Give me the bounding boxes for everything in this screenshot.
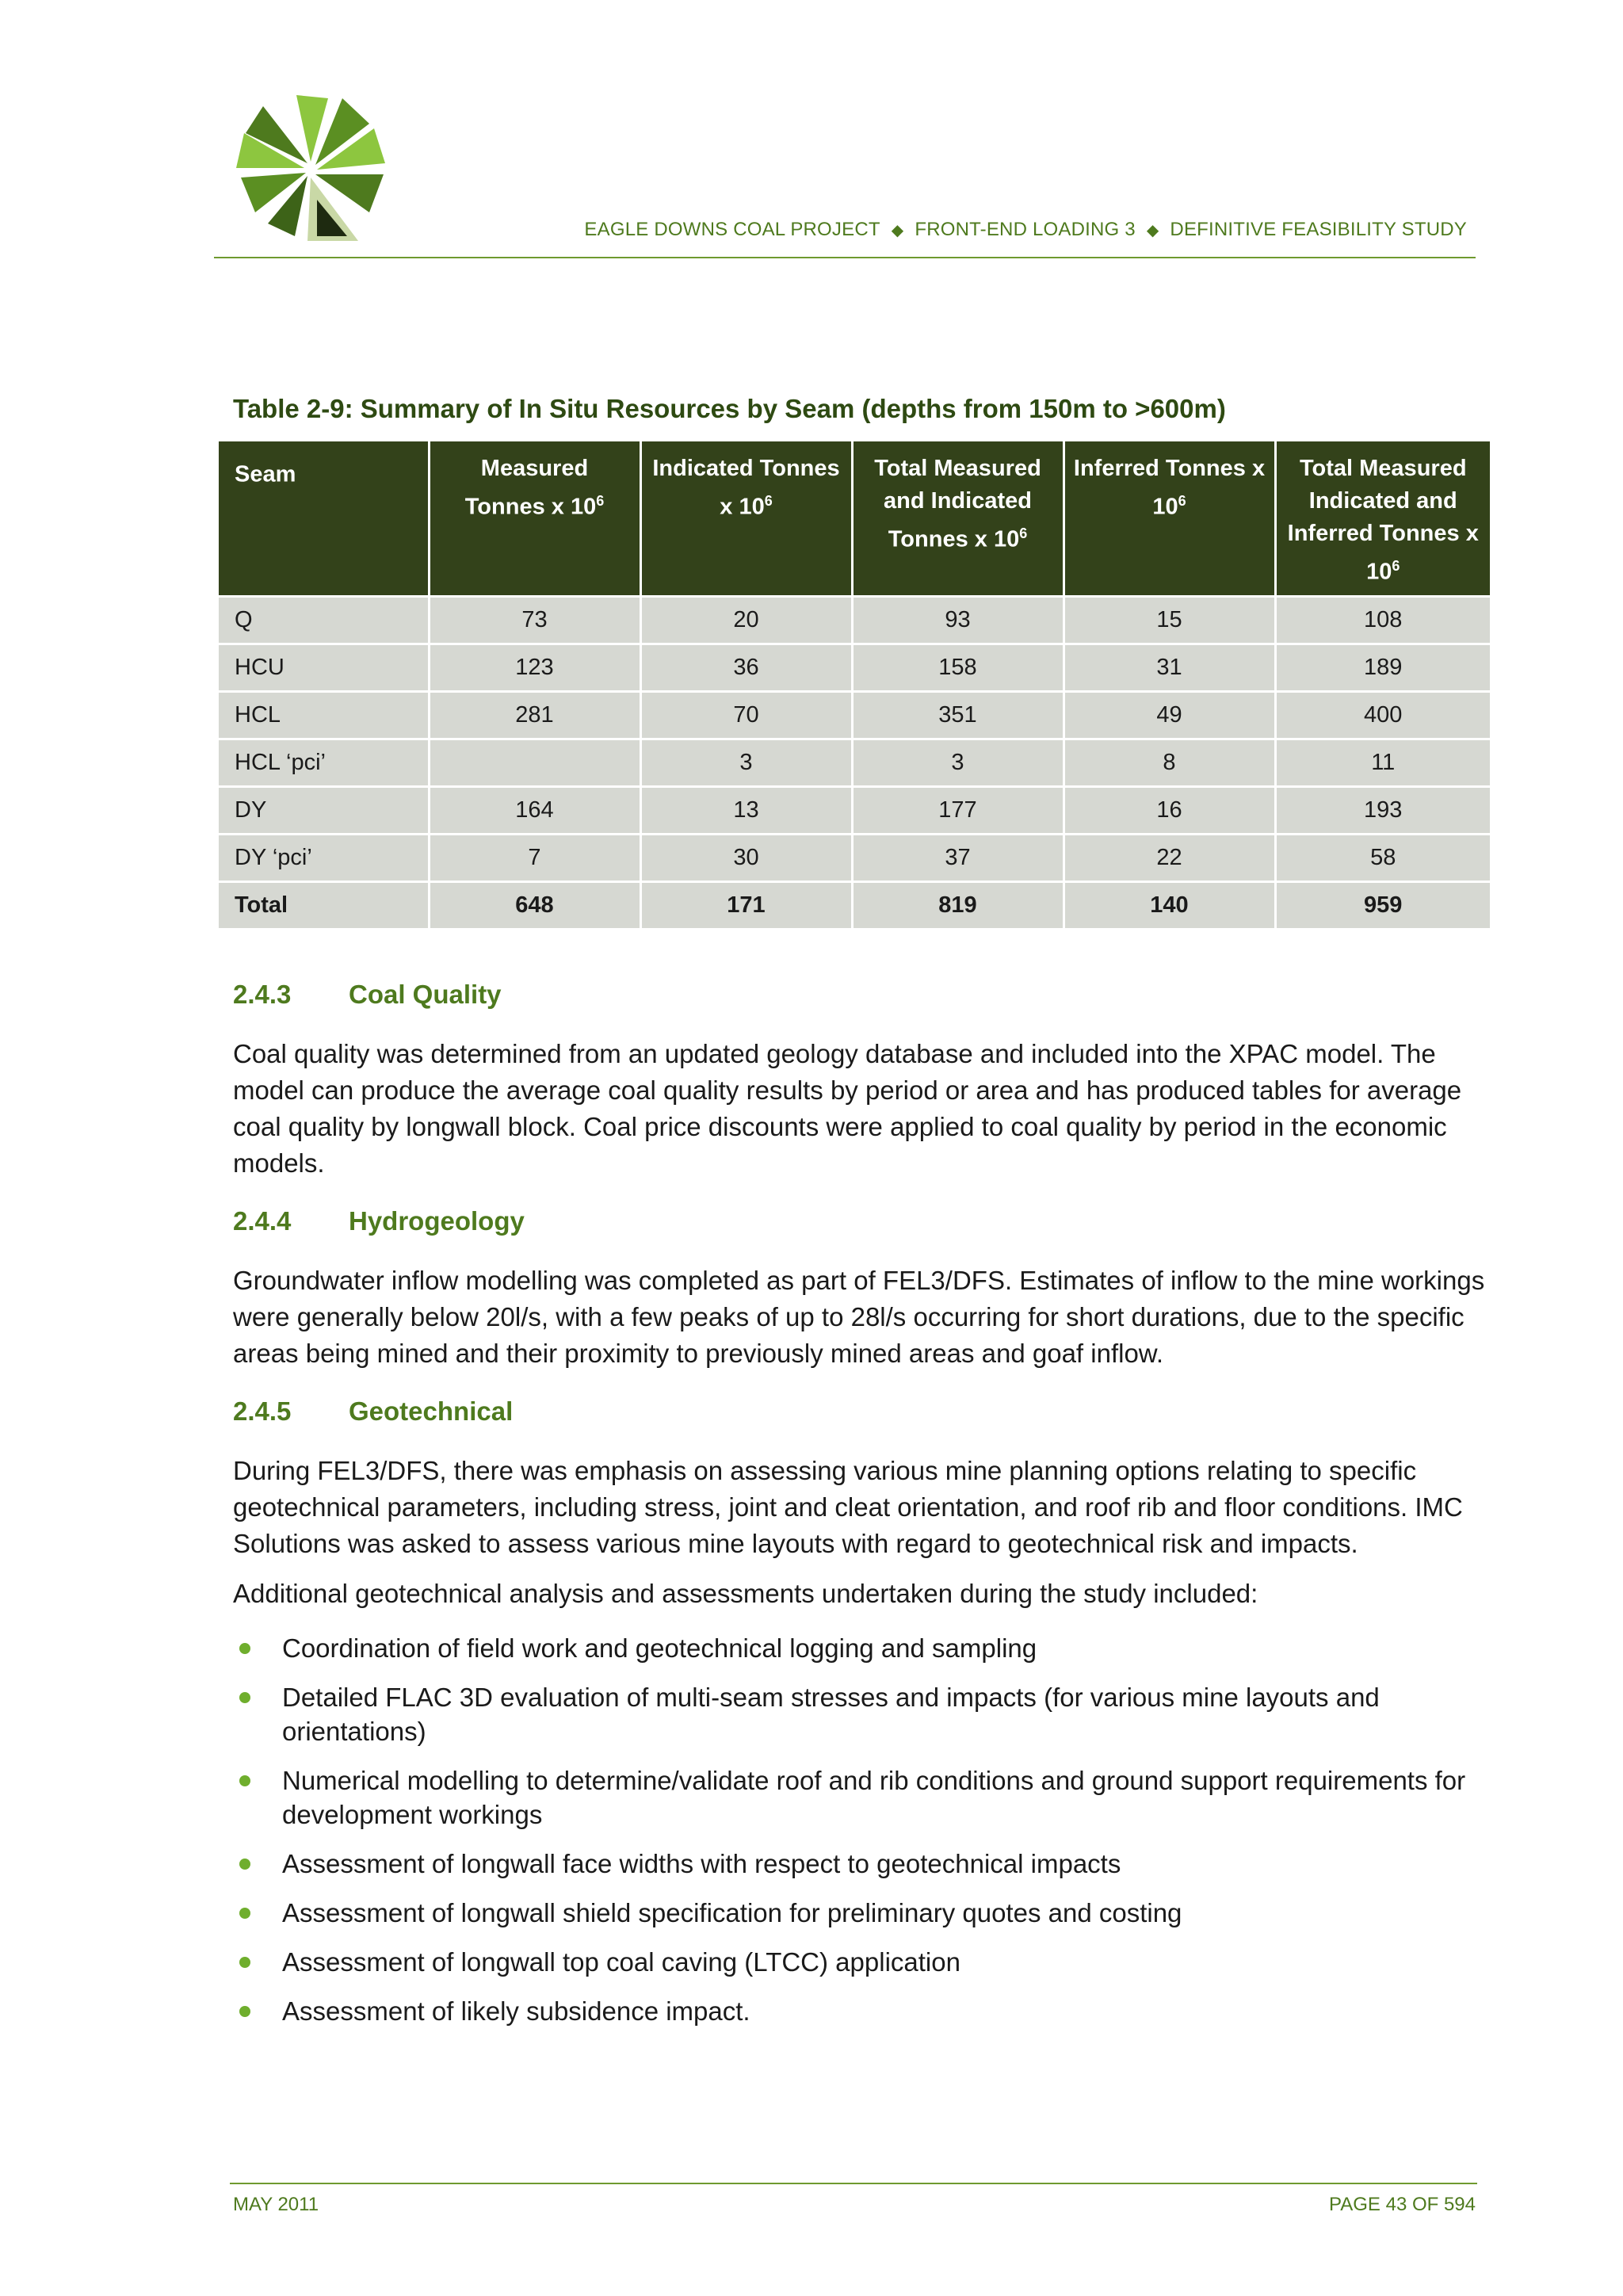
table-cell: 140 [1064,882,1275,929]
table-cell: 22 [1064,835,1275,882]
section-title: Coal Quality [349,980,502,1009]
table-cell: 20 [640,597,852,644]
table-cell: 281 [429,692,640,739]
paragraph: Additional geotechnical analysis and assessments undertaken during the study included: [233,1579,1258,1608]
table-cell: 15 [1064,597,1275,644]
table-cell: Q [219,597,429,644]
bullet-icon [239,1908,250,1919]
section-number: 2.4.3 [233,980,292,1009]
table-cell: 16 [1064,787,1275,835]
bullet-icon [239,1775,250,1786]
diamond-icon: ◆ [891,222,904,239]
section-title: Hydrogeology [349,1206,525,1236]
list-item: Assessment of likely subsidence impact. [233,1994,1485,2028]
paragraph: During FEL3/DFS, there was emphasis on assessing various mine planning options relating to specific geotechnical parameters, including stress, joint and cleat orientation, and roof rib and floor conditions. IMC Solutions was asked to assess various mine layouts with regard to geotechnical risk and impacts. [233,1456,1463,1558]
header-project: EAGLE DOWNS COAL PROJECT [584,219,880,240]
table-cell: 108 [1275,597,1490,644]
bullet-icon [239,2006,250,2017]
section-title: Geotechnical [349,1396,514,1426]
table-cell: 171 [640,882,852,929]
table-cell: 93 [852,597,1064,644]
table-cell: 58 [1275,835,1490,882]
table-cell: 36 [640,644,852,692]
section-number: 2.4.4 [233,1206,292,1236]
table-cell: 73 [429,597,640,644]
table-cell: 959 [1275,882,1490,929]
bullet-icon [239,1643,250,1654]
table-cell: 8 [1064,739,1275,787]
table-row [219,835,1490,882]
table-cell: DY ‘pci’ [219,835,429,882]
paragraph: Groundwater inflow modelling was completed as part of FEL3/DFS. Estimates of inflow to the mine workings were generally below 20l/s, with a few peaks of up to 28l/s occurring for short durations, due to the specific areas being mined and their proximity to previously mined areas and goaf inflow. [233,1266,1485,1368]
table-cell: 400 [1275,692,1490,739]
bullet-icon [239,1692,250,1703]
table-cell: 164 [429,787,640,835]
table-row [219,739,1490,787]
table-cell: Total [219,882,429,929]
list-item: Assessment of longwall shield specification for preliminary quotes and costing [233,1896,1485,1930]
section-heading-hydrogeology [233,1206,525,1236]
table-cell: 3 [640,739,852,787]
bullet-icon [239,1859,250,1870]
list-item: Assessment of longwall top coal caving (LTCC) application [233,1945,1485,1979]
table-cell: 30 [640,835,852,882]
table-row [219,597,1490,644]
table-cell: DY [219,787,429,835]
table-cell: 49 [1064,692,1275,739]
section-heading-coal-quality [233,980,502,1010]
table-cell: 123 [429,644,640,692]
table-cell: 177 [852,787,1064,835]
footer-date: MAY 2011 [233,2194,319,2215]
col-header-seam: Seam [219,441,429,597]
header-study: DEFINITIVE FEASIBILITY STUDY [1170,219,1467,240]
table-cell: 7 [429,835,640,882]
list-item: Assessment of longwall face widths with respect to geotechnical impacts [233,1847,1485,1881]
running-header [584,219,1467,241]
table-cell: 158 [852,644,1064,692]
resources-table [219,441,1490,928]
list-item: Numerical modelling to determine/validate roof and rib conditions and ground support requirements for development workings [233,1763,1485,1832]
table-row [219,644,1490,692]
table-title: Table 2-9: Summary of In Situ Resources by Seam (depths from 150m to >600m) [233,394,1226,423]
bullet-list [233,1631,1485,2043]
col-header-inferred: Inferred Tonnes x $10^6$ [1064,441,1275,597]
table-row [219,692,1490,739]
diamond-icon: ◆ [1146,222,1159,239]
col-header-total-all: Total Measured Indicated and Inferred Tonnes x $10^6$ [1275,441,1490,597]
list-item: Coordination of field work and geotechnical logging and sampling [233,1631,1485,1665]
col-header-total-measured-indicated: Total Measured and Indicated Tonnes x $10^6$ [852,441,1064,597]
table-row [219,787,1490,835]
table-cell: 31 [1064,644,1275,692]
table-cell: 11 [1275,739,1490,787]
footer-rule [230,2183,1477,2184]
table-total-row [219,882,1490,929]
table-cell: 648 [429,882,640,929]
table-cell: 819 [852,882,1064,929]
table-cell: 3 [852,739,1064,787]
table-header-row [219,441,1490,597]
table-cell: HCL ‘pci’ [219,739,429,787]
col-header-indicated: Indicated Tonnes x $10^6$ [640,441,852,597]
table-cell: 13 [640,787,852,835]
footer-page-number: PAGE 43 OF 594 [1329,2194,1476,2215]
bullet-icon [239,1957,250,1968]
table-cell: 189 [1275,644,1490,692]
table-cell: 193 [1275,787,1490,835]
table-cell: 70 [640,692,852,739]
table-cell: HCL [219,692,429,739]
header-rule [214,257,1476,258]
section-heading-geotechnical [233,1396,513,1427]
company-logo [231,89,390,247]
col-header-measured: Measured Tonnes x $10^6$ [429,441,640,597]
table-cell: 351 [852,692,1064,739]
header-phase: FRONT-END LOADING 3 [915,219,1136,240]
section-number: 2.4.5 [233,1396,292,1426]
table-cell [429,739,640,787]
paragraph: Coal quality was determined from an updated geology database and included into the XPAC model. The model can produce the average coal quality results by period or area and has produced tables for average coal quality by longwall block. Coal price discounts were applied to coal quality by period in the economic models. [233,1039,1462,1178]
table-cell: HCU [219,644,429,692]
table-cell: 37 [852,835,1064,882]
list-item: Detailed FLAC 3D evaluation of multi-seam stresses and impacts (for various mine layouts and orientations) [233,1680,1485,1748]
